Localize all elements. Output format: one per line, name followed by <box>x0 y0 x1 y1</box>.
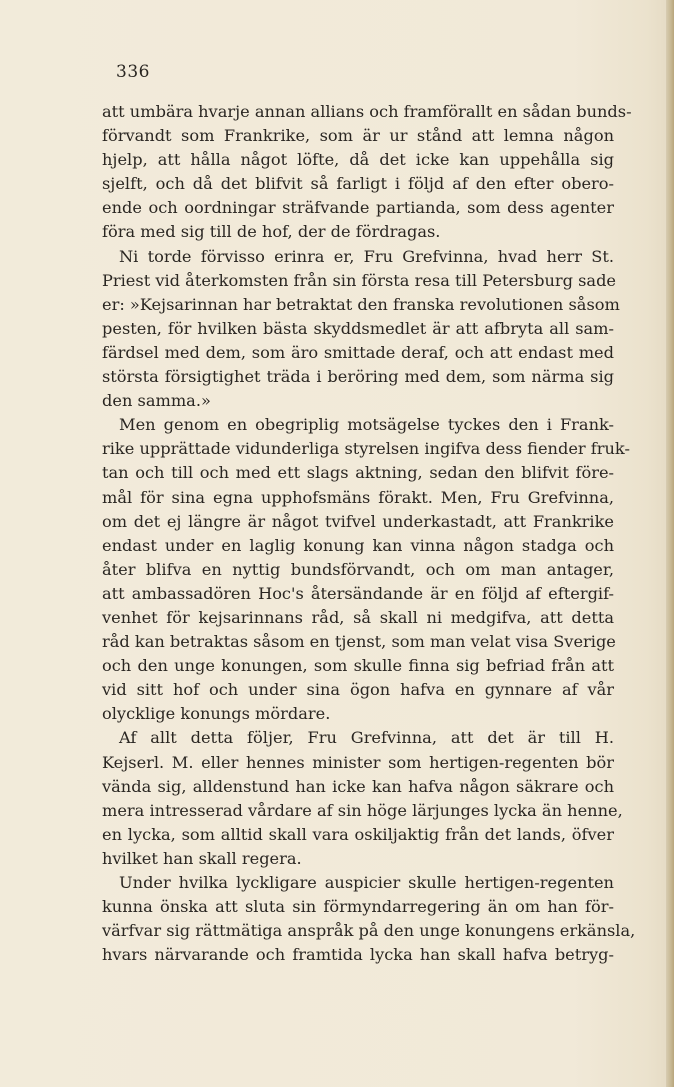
text-line: ende och oordningar sträfvande partianda, som dess agenter <box>102 198 614 218</box>
text-line: mål för sina egna upphofsmäns förakt. Men, Fru Grefvinna, <box>102 487 614 507</box>
text-line: att ambassadören Hoc's återsändande är en följd af eftergif- <box>102 583 614 603</box>
text-line: mera intresserad vårdare af sin höge lärjunges lycka än henne, <box>102 800 623 820</box>
text-line: vid sitt hof och under sina ögon hafva en gynnare af vår <box>102 680 614 700</box>
text-line: Priest vid återkomsten från sin första resa till Petersburg sade <box>102 270 617 290</box>
text-line: rike upprättade vidunderliga styrelsen ingifva dess fiender fruk- <box>102 439 630 459</box>
text-line: hjelp, att hålla något löfte, då det icke kan uppehålla sig <box>102 150 614 170</box>
text-line: och den unge konungen, som skulle finna sig befriad från att <box>102 656 614 676</box>
text-line: er: »Kejsarinnan har betraktat den franska revolutionen såsom <box>102 294 620 314</box>
text-line: vända sig, alldenstund han icke kan hafva någon säkrare och <box>102 776 614 796</box>
text-line: den samma.» <box>102 391 211 411</box>
text-line: åter blifva en nyttig bundsförvandt, och om man antager, <box>102 559 614 579</box>
text-line: hvilket han skall regera. <box>102 848 302 868</box>
text-line: kunna önska att sluta sin förmyndarregering än om han för- <box>102 897 614 917</box>
text-line: värfvar sig rättmätiga anspråk på den unge konungens erkänslа, <box>102 921 636 941</box>
text-line: venhet för kejsarinnans råd, så skall ni medgifva, att detta <box>102 607 614 627</box>
page-edge <box>666 0 674 1087</box>
text-line: pesten, för hvilken bästa skyddsmedlet är att afbryta all sam- <box>102 318 614 338</box>
text-line: olycklige konungs mördare. <box>102 704 331 724</box>
text-line: om det ej längre är något tvifvel underkastadt, att Frankrike <box>102 511 614 531</box>
page-number: 336 <box>116 62 150 82</box>
text-line: största försigtighet träda i beröring med dem, som närma sig <box>102 367 614 387</box>
text-line: Under hvilka lyckligare auspicier skulle hertigen-regenten <box>119 873 614 892</box>
text-line: Ni torde förvisso erinra er, Fru Grefvinna, hvad herr St. <box>119 246 614 266</box>
body-text <box>102 100 636 967</box>
text-line: sjelft, och då det blifvit så farligt i följd af den efter obero- <box>102 174 614 194</box>
text-line: endast under en laglig konung kan vinna någon stadga och <box>102 535 614 555</box>
text-line: föra med sig till de hof, der de fördragas. <box>102 222 441 242</box>
text-line: Af allt detta följer, Fru Grefvinna, att det är till H. <box>119 728 614 748</box>
text-line: Men genom en obegriplig motsägelse tyckes den i Frank- <box>119 415 614 435</box>
text-line: färdsel med dem, som äro smittade deraf, och att endast med <box>102 342 614 362</box>
text-line: hvars närvarande och framtida lycka han skall hafva betryg- <box>102 945 614 965</box>
text-line: råd kan betraktas såsom en tjenst, som man velat visa Sverige <box>102 632 616 652</box>
text-line: en lycka, som alltid skall vara oskiljaktig från det lands, öfver <box>102 824 614 844</box>
text-line: Kejserl. M. eller hennes minister som hertigen-regenten bör <box>102 752 614 772</box>
text-line: att umbära hvarje annan allians och framförallt en sådan bunds- <box>102 102 632 121</box>
text-line: förvandt som Frankrike, som är ur stånd att lemna någon <box>102 126 614 146</box>
text-line: tan och till och med ett slags aktning, sedan den blifvit före- <box>102 463 614 483</box>
